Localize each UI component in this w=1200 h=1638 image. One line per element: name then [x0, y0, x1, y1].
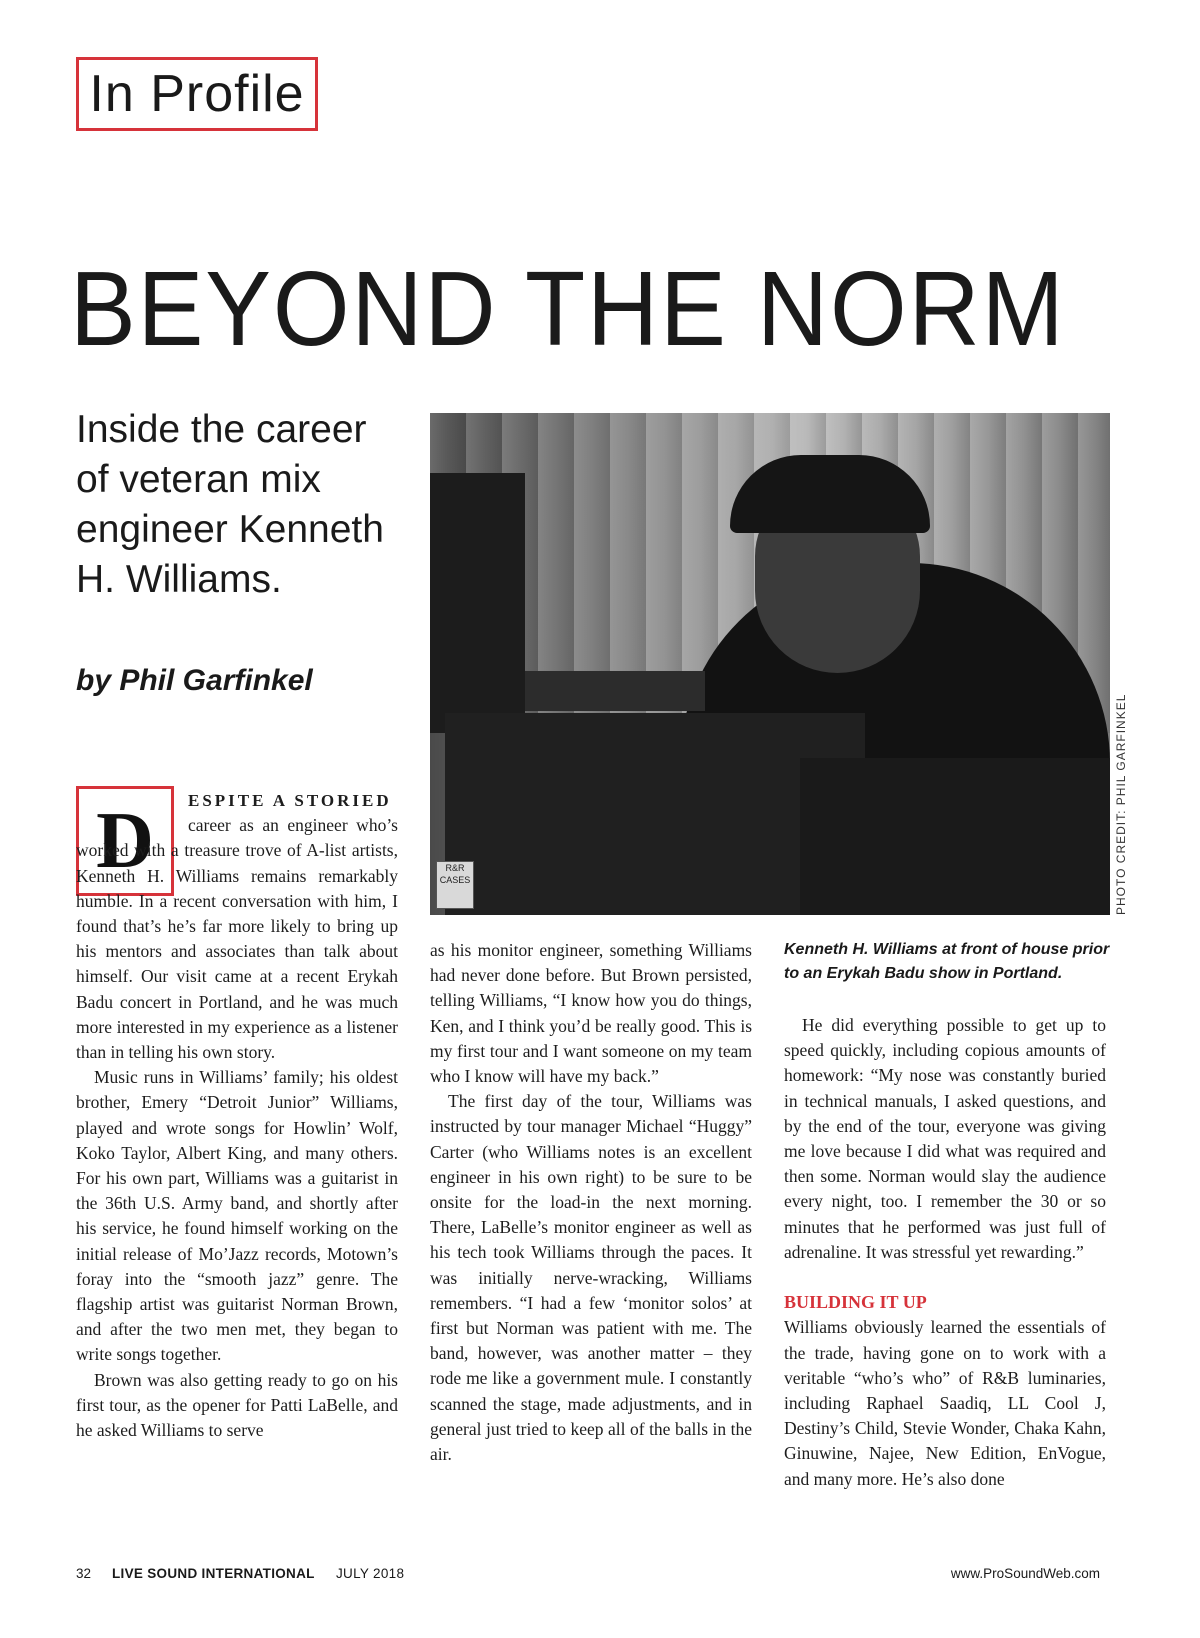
article-column-2 — [430, 938, 752, 1467]
page-number: 32 — [76, 1566, 92, 1581]
page-footer — [76, 1566, 1100, 1586]
headline: BEYOND THE NORM — [70, 250, 1066, 368]
photo-console-top — [525, 671, 705, 711]
photo-caption: Kenneth H. Williams at front of house prior to an Erykah Badu show in Portland. — [784, 941, 1110, 982]
paragraph: as his monitor engineer, something Williams had never done before. But Brown persisted, telling Williams, “I know how you do things, Ken, and I think you’d be really good. This is my first tour and I want someone on my team who I know will have my back.” — [430, 940, 752, 1087]
article-column-3 — [784, 1013, 1106, 1492]
publication-name: LIVE SOUND INTERNATIONAL — [112, 1566, 315, 1581]
paragraph: Williams obviously learned the essentials of the trade, having gone on to work with a veritable “who’s who” of R&B luminaries, including Raphael Saadiq, LL Cool J, Destiny’s Child, Stevie Wonder, Chaka Kahn, Ginuwine, Najee, New Edition, EnVogue, and many more. He’s also done — [784, 1317, 1106, 1489]
photo-sticker: R&R CASES — [436, 861, 474, 909]
paragraph: Music runs in Williams’ family; his oldest brother, Emery “Detroit Junior” Williams, played and wrote songs for Howlin’ Wolf, Koko Taylor, Albert King, and many others. For his own part, Williams was a guitarist in the 36th U.S. Army band, and shortly after his service, he found himself working on the initial release of Mo’Jazz records, Motown’s foray into the “smooth jazz” genre. The flagship artist was guitarist Norman Brown, and after the two men met, they began to write songs together. — [76, 1067, 398, 1365]
photo-credit: PHOTO CREDIT: PHIL GARFINKEL — [1114, 693, 1128, 915]
drop-cap: D — [76, 786, 174, 896]
paragraph: career as an engineer who’s worked with a treasure trove of A-list artists, Kenneth H. Williams remains remarkably humble. In a recent conversation with him, I found that’s he’s far more likely to bring up his mentors and associates than talk about himself. Our visit came at a recent Erykah Badu concert in Portland, and he was much more interested in my experience as a listener than in telling his own story. — [76, 815, 398, 1063]
article-column-1 — [76, 788, 398, 1443]
issue-date: JULY 2018 — [336, 1566, 405, 1581]
section-tag: In Profile — [76, 57, 318, 131]
paragraph: He did everything possible to get up to speed quickly, including copious amounts of homework: “My nose was constantly buried in technical manuals, I asked questions, and by the end of the tour, everyone was giving me love because I did what was required and then some. Norman would slay the audience every night, too. I remember the 30 or so minutes that he performed was just full of adrenaline. It was stressful yet rewarding.” — [784, 1015, 1106, 1262]
subhead: BUILDING IT UP — [784, 1292, 927, 1313]
photo-console-right — [800, 758, 1110, 915]
paragraph-spacer — [784, 1265, 1106, 1290]
website-url: www.ProSoundWeb.com — [950, 1566, 1100, 1581]
article-photo — [430, 413, 1110, 915]
photo-monitor — [430, 473, 525, 733]
paragraph: The first day of the tour, Williams was instructed by tour manager Michael “Huggy” Carter (who Williams notes is an excellent engineer in his own right) to be sure to be onsite for the load-in the next morning. There, LaBelle’s monitor engineer as well as his tech took Williams through the paces. It was initially nerve-wracking, Williams remembers. “I had a few ‘monitor solos’ at first but Norman was patient with me. The band, however, was another matter – they rode me like a government mule. I constantly scanned the stage, made adjustments, and in general just tried to keep all of the balls in the air. — [430, 1091, 752, 1465]
byline: by Phil Garfinkel — [76, 664, 313, 697]
lead-caps: ESPITE A STORIED — [188, 791, 392, 810]
deck: Inside the career of veteran mix engineer Kenneth H. Williams. — [76, 408, 384, 601]
paragraph: Brown was also getting ready to go on his first tour, as the opener for Patti LaBelle, and he asked Williams to serve — [76, 1369, 398, 1441]
